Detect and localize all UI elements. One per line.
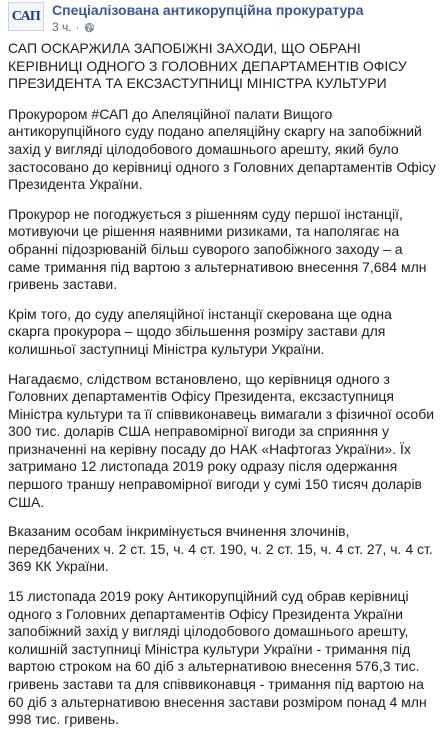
post-paragraph: Крім того, до суду апеляційної інстанції скерована ще одна скарга прокурора – щодо збільшення розміру застави для колишньої заступниці Міністра культури України. <box>8 305 392 357</box>
meta-separator: · <box>75 20 80 34</box>
page-avatar[interactable] <box>8 2 44 31</box>
post-timestamp[interactable]: 3 ч. <box>52 20 72 34</box>
post-header <box>8 0 448 40</box>
post-paragraph: Вказаним особам інкримінується вчинення злочинів, передбачених ч. 2 ст. 15, ч. 4 ст. 190, ч. 2 ст. 15, ч. 4 ст. 27, ч. 4 ст. 369 КК України. <box>8 523 433 575</box>
page-name-link[interactable]: Спеціалізована антикорупційна прокуратура <box>52 2 364 18</box>
post-paragraph: Нагадаємо, слідством встановлено, що керівниця одного з Головних департаментів Офісу Президента, ексзаступниця Міністра культури та її співвиконавець вимагали з фізичної особи 300 тис. доларів США неправомірної вигоди за сприяння у призначенні на керівну посаду до НАК «Нафтогаз України». Їх затримано 12 листопада 2019 року одразу після одержання першого траншу неправомірної вигоди у сумі 150 тисяч доларів США. <box>8 370 435 510</box>
post-headline: САП ОСКАРЖИЛА ЗАПОБІЖНІ ЗАХОДИ, ЩО ОБРАНІ КЕРІВНИЦІ ОДНОГО З ГОЛОВНИХ ДЕПАРТАМЕНТІВ ОФІСУ ПРЕЗИДЕНТА ТА ЕКСЗАСТУПНИЦІ МІНІСТРА КУЛЬТУРИ <box>8 40 407 92</box>
post-paragraph: Прокурор не погоджується з рішенням суду першої інстанції, мотивуючи це рішення наявними ризиками, та наполягає на обранні підозрюваній більш суворого запобіжного заходу – а саме тримання під вартою з альтернативою внесення 7,684 млн гривень застави. <box>8 205 427 293</box>
post-paragraph: Прокурором #САП до Апеляційної палати Вищого антикорупційного суду подано апеляційну скаргу на запобіжний захід у вигляді цілодобового домашнього арешту, який було застосовано до керівниці одного з Головних департаментів Офісу Президента України. <box>8 105 436 193</box>
post-time-row <box>52 20 364 34</box>
globe-icon <box>84 22 95 33</box>
post-meta <box>52 0 364 34</box>
post-paragraph: 15 листопада 2019 року Антикорупційний суд обрав керівниці одного з Головних департаментів Офісу Президента України запобіжний захід у вигляді цілодобового домашнього арешту, колишній заступниці Міністра культури України - тримання під вартою строком на 60 діб з альтернативою внесення 576,3 тис. гривень застави та для співвиконавця - тримання під вартою на 60 діб з альтернативою внесення застави розміром понад 4 млн 998 тис. гривень. <box>8 588 427 728</box>
post-content <box>8 40 448 729</box>
avatar-logo-text: САП <box>11 8 41 24</box>
